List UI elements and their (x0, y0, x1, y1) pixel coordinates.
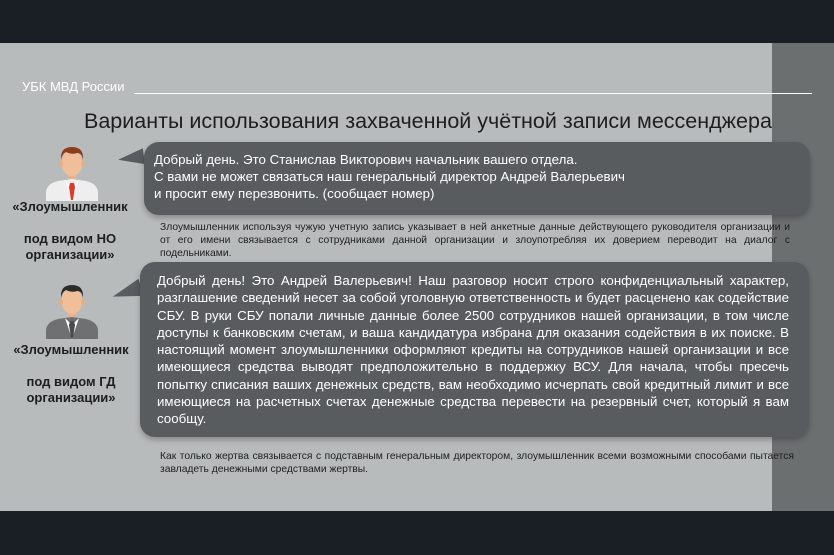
actor-label-line3: организации» (26, 390, 116, 405)
header-label: УБК МВД России (22, 79, 125, 94)
slide-title: Варианты использования захваченной учётной записи мессенджера (84, 109, 772, 133)
speech-bubble-tail (117, 148, 145, 167)
speech-bubble-text: Добрый день! Это Андрей Валерьевич! Наш разговор носит строго конфиденциальный характер, разглашение сведений несет за собой уголовную ответственность и будет расценено как содействие СБУ. В руки СБУ попали личные данные более 2500 сотрудников нашей организации, в том числе доступы к банковским счетам, и ваша кандидатура избрана для оказания содействия в их поиске. В настоящий момент злоумышленники оформляют кредиты на сотрудников нашей организации и все имеющиеся средства выводят предположительно в поддержку ВСУ. Для начала, чтобы пресечь попытку списания ваших денежных средств, вам необходимо исчерпать свой кредитный лимит и все имеющиеся на расчетных счетах денежные средства перевести на резервный счет, который я вам сообщу. (157, 273, 789, 427)
slide (0, 43, 834, 511)
man-in-suit-red-tie-icon (44, 143, 100, 201)
speech-bubble-general-director (140, 262, 809, 437)
actor-label-line3: организации» (25, 247, 115, 262)
explanation-note: Как только жертва связывается с подставным генеральным директором, злоумышленник всеми возможными способами пытается завладеть денежными средствами жертвы. (160, 451, 794, 475)
man-in-suit-gray-tie-icon (44, 281, 100, 339)
actor-label-line1: «Злоумышленник (13, 342, 129, 357)
speech-bubble-head-of-dept (144, 142, 810, 215)
header-divider (134, 93, 812, 94)
explanation-note: Злоумышленник используя чужую учетную запись указывает в ней анкетные данные действующего руководителя организации и от его имени связывается с сотрудниками данной организации и злоупотребляя их доверием переводит на диалог с подельниками. (160, 222, 790, 259)
actor-label-line2: под видом НО (23, 231, 117, 246)
actor-label-line2: под видом ГД (26, 374, 116, 389)
actor-label-line1: «Злоумышленник (12, 199, 128, 214)
speech-bubble-tail (110, 279, 144, 305)
actor-label-gd (4, 342, 138, 406)
actor-label-no (4, 199, 136, 263)
speech-bubble-text: Добрый день. Это Станислав Викторович начальник вашего отдела. С вами не может связаться наш генеральный директор Андрей Валерьевич и просит ему перезвонить. (сообщает номер) (154, 152, 625, 201)
